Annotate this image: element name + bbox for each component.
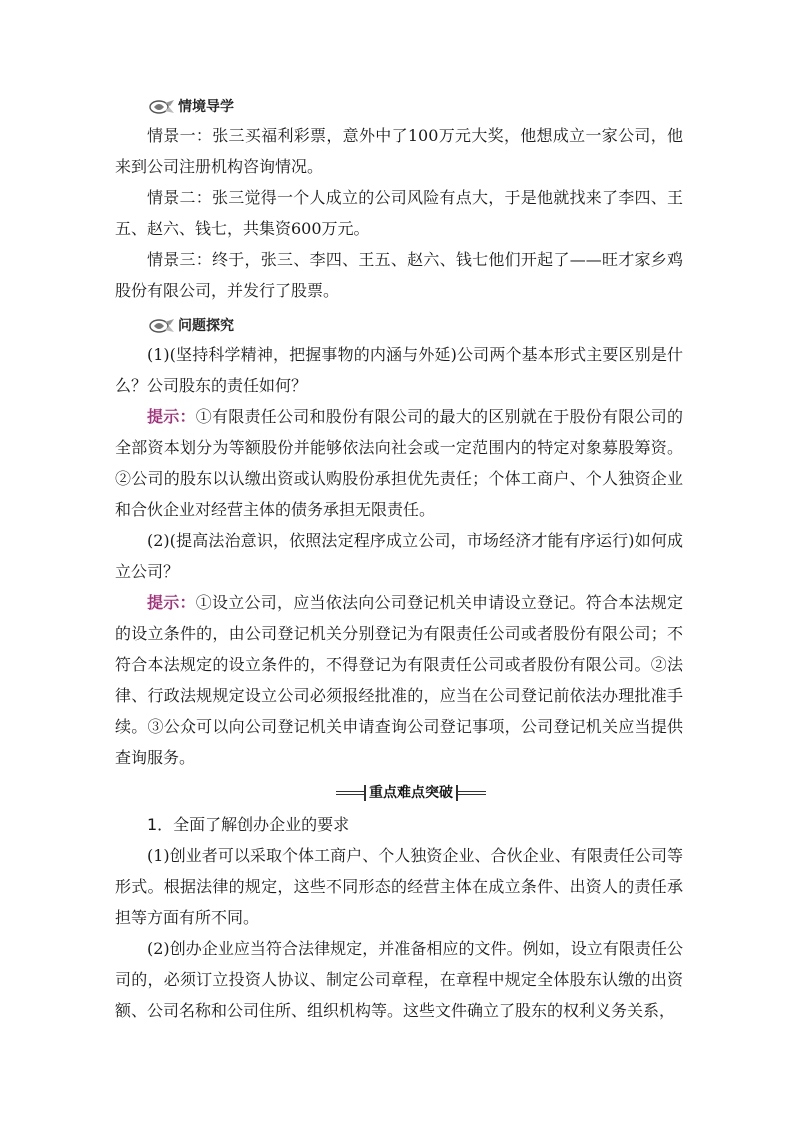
scenes-block: [115, 120, 683, 306]
badge-icon: [148, 316, 176, 334]
banner-rule-left: [336, 791, 364, 795]
hint-text: ①设立公司，应当依法向公司登记机关申请设立登记。符合本法规定的设立条件的，由公司登记机关分别登记为有限责任公司或者股份有限公司；不符合本法规定的设立条件的，不得登记为有限责任公司或者股份有限公司。②法律、行政法规规定设立公司必须报经批准的，应当在公司登记前依法办理批准手续。③公众可以向公司登记机关申请查询公司登记事项，公司登记机关应当提供查询服务。: [115, 593, 683, 767]
scene-paragraph: 情景一：张三买福利彩票，意外中了100万元大奖，他想成立一家公司，他来到公司注册机构咨询情况。: [115, 126, 683, 176]
section-banner: [336, 782, 486, 804]
scene-paragraph: 情景三：终于，张三、李四、王五、赵六、钱七他们开起了——旺才家乡鸡股份有限公司，并发行了股票。: [115, 250, 683, 300]
banner-rule-right: [458, 791, 486, 795]
banner-title: 重点难点突破: [364, 785, 458, 801]
point-paragraph: (2)创办企业应当符合法律规定，并准备相应的文件。例如，设立有限责任公司的，必须订立投资人协议、制定公司章程，在章程中规定全体股东认缴的出资额、公司名称和公司住所、组织机构等。这些文件确立了股东的权利义务关系，: [115, 939, 683, 1020]
hint-label: 提示：: [147, 407, 196, 426]
section-title: 问题探究: [178, 318, 234, 334]
section-header-inquiry: [148, 315, 234, 335]
question-paragraph: (2)(提高法治意识，依照法定程序成立公司，市场经济才能有序运行)如何成立公司？: [115, 531, 683, 581]
questions-block: [115, 339, 683, 773]
hint-label: 提示：: [147, 593, 196, 612]
hint-text: ①有限责任公司和股份有限公司的最大的区别就在于股份有限公司的全部资本划分为等额股份并能够依法向社会或一定范围内的特定对象募股筹资。②公司的股东以认缴出资或认购股份承担优先责任；个体工商户、个人独资企业和合伙企业对经营主体的债务承担无限责任。: [115, 407, 683, 519]
section-title: 情境导学: [178, 99, 234, 115]
hint-paragraph: [115, 401, 683, 525]
badge-icon: [148, 97, 176, 115]
point-heading: 1．全面了解创办企业的要求: [147, 815, 350, 834]
hint-paragraph: [115, 587, 683, 773]
point1-block: [115, 809, 683, 1026]
section-header-situation: [148, 96, 234, 116]
question-paragraph: (1)(坚持科学精神，把握事物的内涵与外延)公司两个基本形式主要区别是什么？公司股东的责任如何？: [115, 345, 683, 395]
point-paragraph: (1)创业者可以采取个体工商户、个人独资企业、合伙企业、有限责任公司等形式。根据法律的规定，这些不同形态的经营主体在成立条件、出资人的责任承担等方面有所不同。: [115, 846, 683, 927]
scene-paragraph: 情景二：张三觉得一个人成立的公司风险有点大，于是他就找来了李四、王五、赵六、钱七，共集资600万元。: [115, 188, 683, 238]
